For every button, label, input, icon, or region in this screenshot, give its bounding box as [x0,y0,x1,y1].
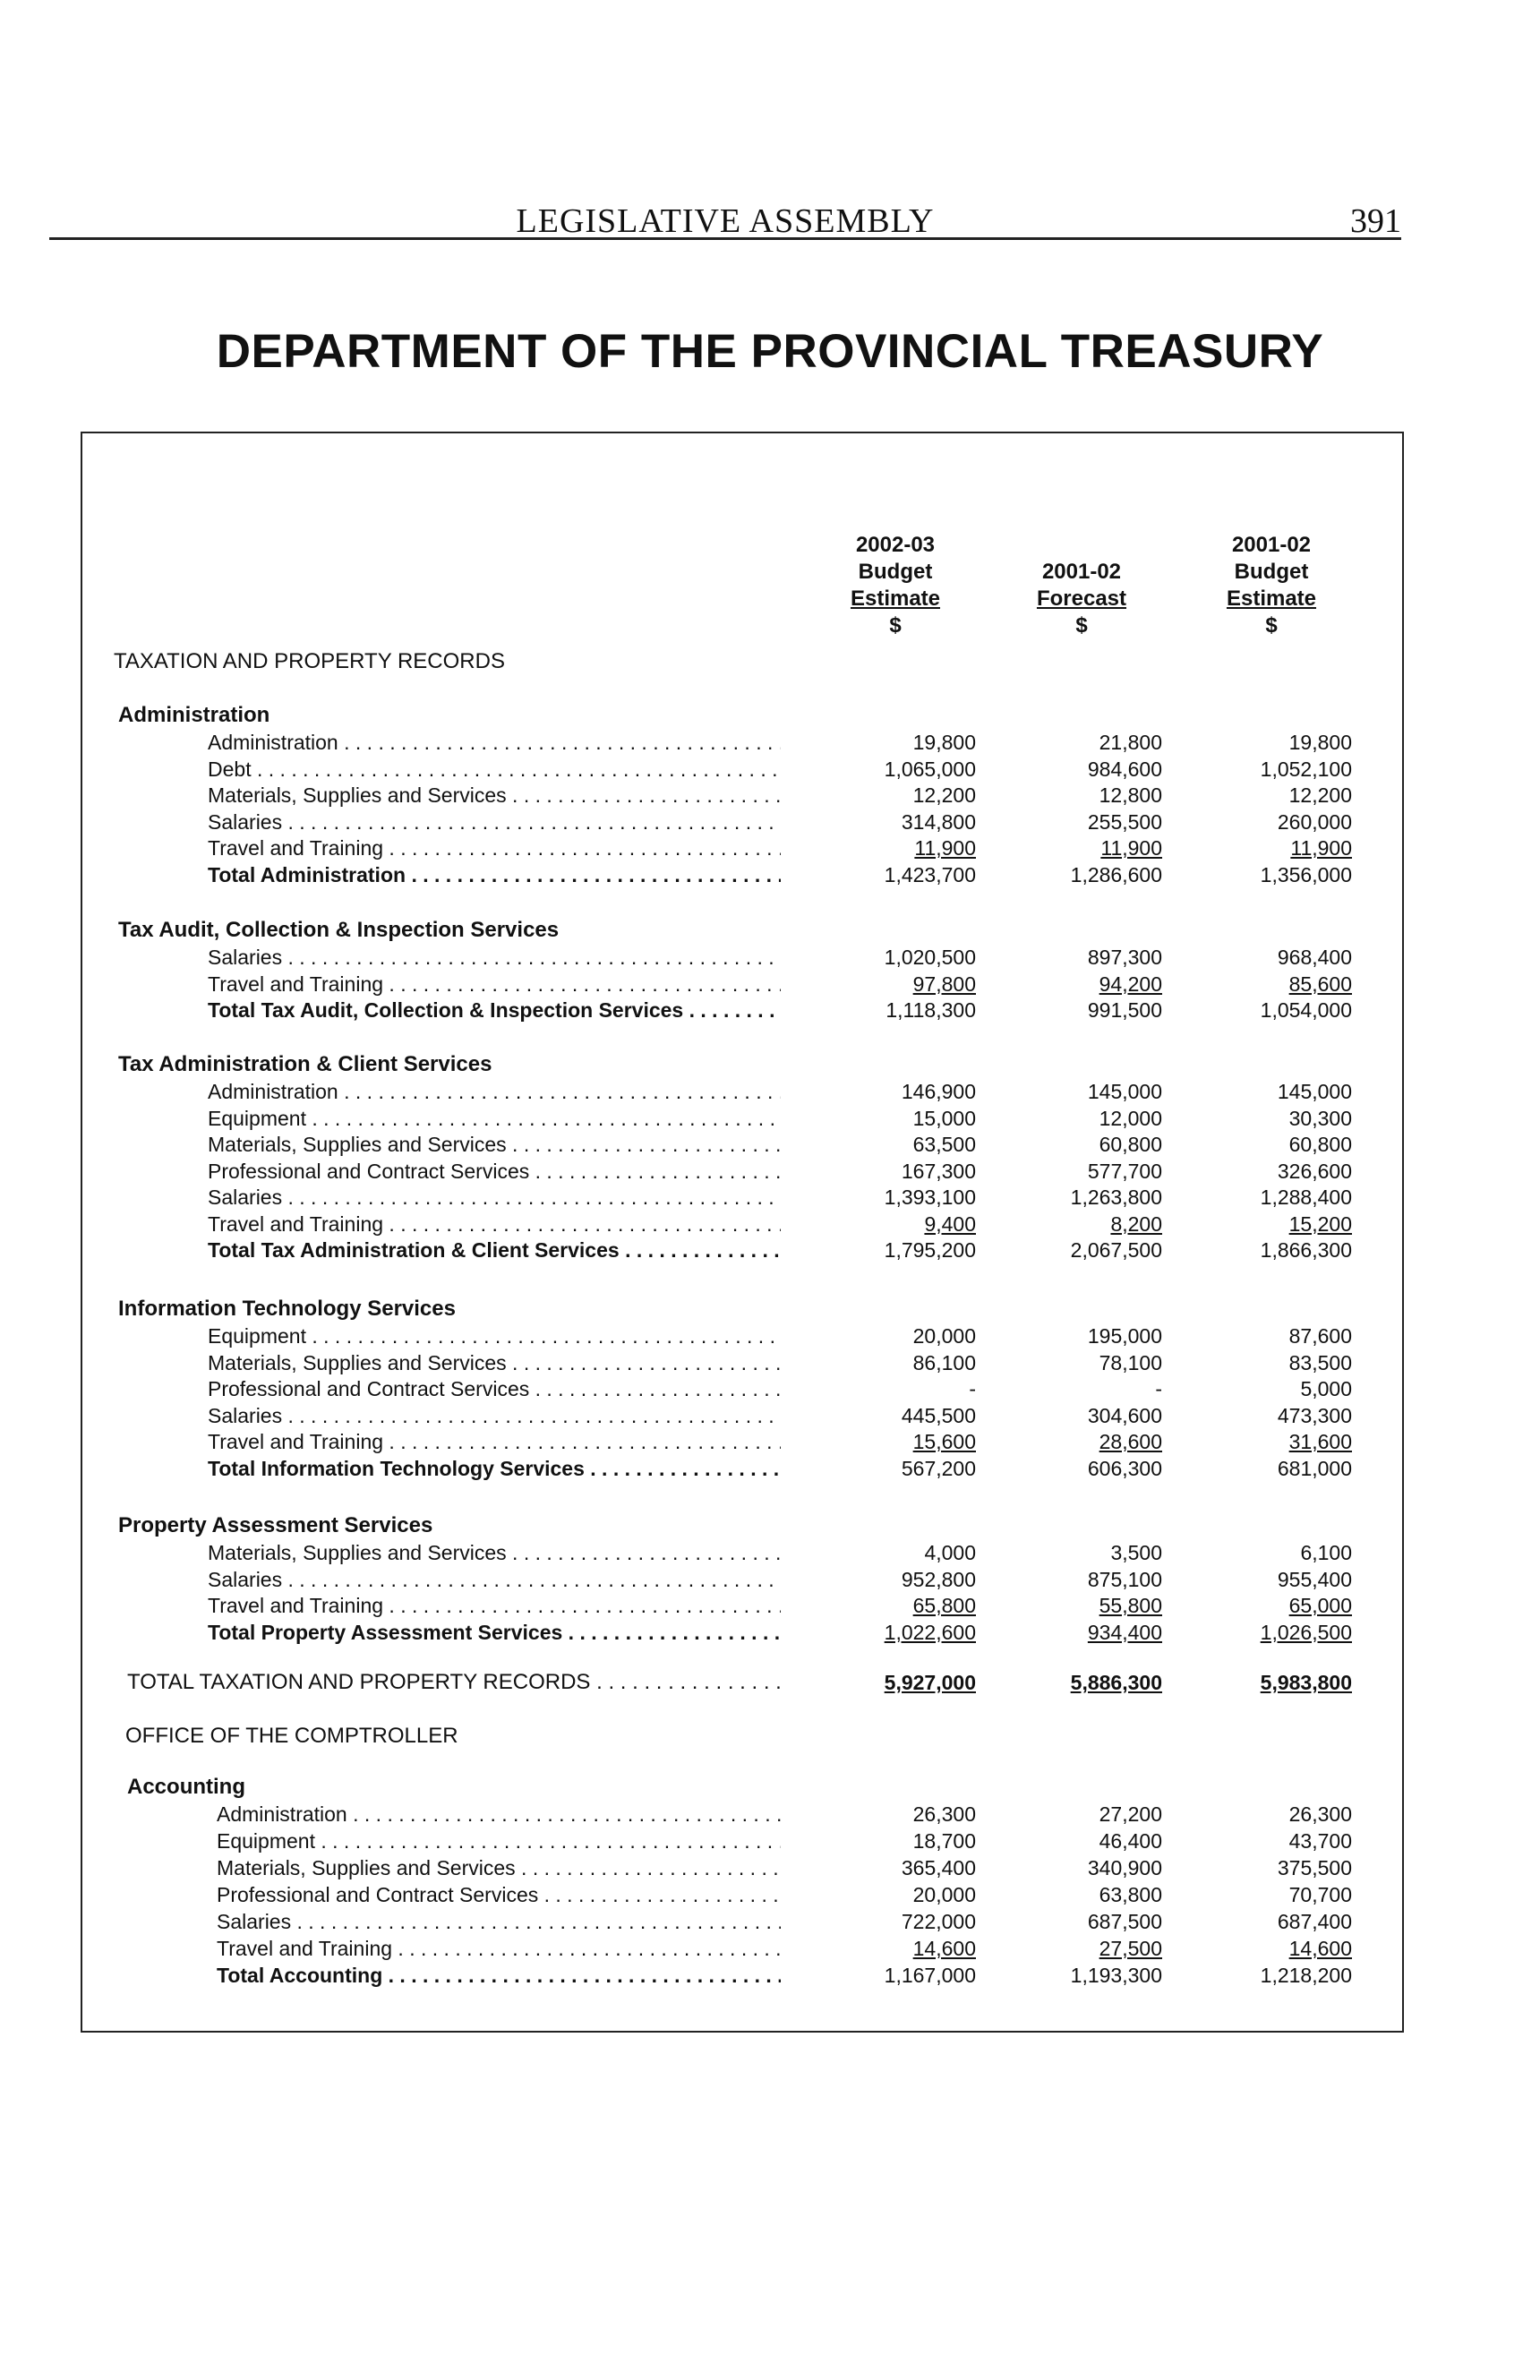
amount-cell: 20,000 [912,1324,976,1348]
amount-cell: 28,600 [1099,1430,1162,1453]
row-label: Travel and Training . . . [208,971,781,997]
amount-cell: 722,000 [901,1910,976,1933]
grand-total-row [82,1669,1406,1696]
table-row [82,1428,1406,1455]
amount-cell: 60,800 [1099,1133,1162,1156]
row-label: Equipment . . . [208,1105,781,1132]
amount-cell: 27,200 [1099,1802,1162,1826]
amount-cell: 70,700 [1288,1883,1352,1906]
amount-cell: 55,800 [1099,1594,1162,1617]
column-header-unit: $ [1265,613,1278,638]
amount-cell: 3,500 [1110,1541,1162,1564]
table-row [82,1828,1406,1854]
group-administration-title: Administration [118,703,270,727]
amount-cell: 65,000 [1288,1594,1352,1617]
total-row [82,1619,1406,1646]
running-head [49,197,1401,240]
amount-cell: 1,356,000 [1260,862,1352,886]
row-label: Materials, Supplies and Services . . . [208,782,781,809]
amount-cell: 145,000 [1277,1080,1352,1103]
grand-total-label: TOTAL TAXATION AND PROPERTY RECORDS . . . [127,1669,781,1696]
column-header-line: Budget [858,560,933,584]
column-header-line: Forecast [1036,586,1127,611]
amount-cell: 260,000 [1277,809,1352,834]
amount-cell: 12,800 [1099,783,1162,807]
row-label: Equipment . . . [217,1828,781,1854]
amount-cell: 875,100 [1087,1567,1162,1591]
table-row [82,971,1406,997]
column-header-line: 2001-02 [1231,533,1312,557]
table-row [82,944,1406,971]
row-label: Total Property Assessment Services . . . [208,1619,781,1646]
row-label: Salaries . . . [217,1908,781,1935]
table-row [82,1184,1406,1211]
amount-cell: 1,065,000 [884,757,976,781]
amount-cell: 26,300 [912,1802,976,1826]
table-row [82,1539,1406,1566]
table-row [82,1854,1406,1881]
column-header-line: Budget [1234,560,1309,584]
table-row [82,782,1406,809]
row-label: Salaries . . . [208,809,781,835]
row-label: Professional and Contract Services . . . [208,1158,781,1185]
column-header-line: Estimate [1226,586,1317,611]
amount-cell: - [969,1377,976,1400]
amount-cell: 12,200 [1288,783,1352,807]
section-title-comptroller: OFFICE OF THE COMPTROLLER [125,1724,458,1748]
amount-cell: 19,800 [1288,731,1352,754]
total-row [82,1962,1406,1989]
amount-cell: 1,167,000 [884,1964,976,1987]
amount-cell: 1,263,800 [1070,1186,1162,1209]
row-label: Professional and Contract Services . . . [208,1375,781,1402]
row-label: Materials, Supplies and Services . . . [217,1854,781,1881]
row-label: Materials, Supplies and Services . . . [208,1131,781,1158]
amount-cell: 11,900 [1100,836,1162,860]
table-row [82,1131,1406,1158]
row-label: Travel and Training . . . [208,1211,781,1237]
row-label: Materials, Supplies and Services . . . [208,1539,781,1566]
row-label: Travel and Training . . . [208,1592,781,1619]
amount-cell: 18,700 [912,1829,976,1853]
amount-cell: 473,300 [1277,1403,1352,1427]
amount-cell: 304,600 [1087,1403,1162,1427]
row-label: Equipment . . . [208,1323,781,1349]
amount-cell: 952,800 [901,1567,976,1591]
total-row [82,861,1406,888]
table-row [82,1801,1406,1828]
amount-cell: 63,500 [912,1133,976,1156]
amount-cell: 1,020,500 [884,946,976,969]
amount-cell: 145,000 [1087,1080,1162,1103]
amount-cell: 15,000 [912,1106,976,1130]
row-label: Total Tax Administration & Client Services . . . [208,1237,781,1263]
row-label: Administration . . . [217,1801,781,1828]
amount-cell: 1,118,300 [886,998,976,1022]
table-row [82,1105,1406,1132]
amount-cell: 94,200 [1099,972,1162,996]
column-header-budget-2002-03 [797,532,994,639]
amount-cell: 65,800 [912,1594,976,1617]
amount-cell: - [1155,1377,1162,1400]
row-label: Total Accounting . . . [217,1962,781,1989]
amount-cell: 955,400 [1277,1567,1352,1591]
table-row [82,835,1406,861]
total-row [82,1237,1406,1263]
amount-cell: 86,100 [912,1350,976,1374]
column-header-line [983,532,1180,559]
row-label: Travel and Training . . . [208,835,781,861]
budget-table [81,432,1404,2033]
amount-cell: 11,900 [1290,836,1352,860]
amount-cell: 1,218,200 [1260,1964,1352,1987]
amount-cell: 4,000 [924,1541,976,1564]
running-title: LEGISLATIVE ASSEMBLY [516,202,935,240]
amount-cell: 20,000 [912,1883,976,1906]
amount-cell: 445,500 [901,1403,976,1427]
table-row [82,1566,1406,1593]
amount-cell: 14,600 [912,1937,976,1960]
amount-cell: 1,866,300 [1260,1238,1352,1262]
row-label: Administration . . . [208,729,781,756]
amount-cell: 43,700 [1288,1829,1352,1853]
amount-cell: 577,700 [1087,1159,1162,1183]
amount-cell: 1,795,200 [884,1238,976,1262]
amount-cell: 83,500 [1288,1350,1352,1374]
amount-cell: 30,300 [1288,1106,1352,1130]
department-title: DEPARTMENT OF THE PROVINCIAL TREASURY [216,325,1324,378]
row-label: Travel and Training . . . [208,1428,781,1455]
amount-cell: 687,400 [1277,1910,1352,1933]
row-label: Total Information Technology Services . . . [208,1455,781,1482]
total-row [82,1455,1406,1482]
amount-cell: 984,600 [1087,757,1162,781]
amount-cell: 1,054,000 [1260,998,1352,1022]
amount-cell: 27,500 [1099,1937,1162,1960]
amount-cell: 340,900 [1087,1856,1162,1879]
table-row [82,756,1406,783]
row-label: Travel and Training . . . [217,1935,781,1962]
section-title-taxation: TAXATION AND PROPERTY RECORDS [114,649,505,673]
table-row [82,729,1406,756]
amount-cell: 19,800 [912,731,976,754]
amount-cell: 146,900 [901,1080,976,1103]
amount-cell: 1,026,500 [1260,1620,1352,1644]
amount-cell: 1,193,300 [1070,1964,1162,1987]
row-label: Professional and Contract Services . . . [217,1881,781,1908]
column-header-forecast-2001-02 [983,532,1180,639]
amount-cell: 12,200 [912,783,976,807]
amount-cell: 567,200 [901,1456,976,1480]
amount-cell: 46,400 [1099,1829,1162,1853]
amount-cell: 78,100 [1099,1350,1162,1374]
amount-cell: 1,286,600 [1070,862,1162,886]
amount-cell: 1,022,600 [884,1620,976,1644]
amount-cell: 1,052,100 [1260,757,1352,781]
amount-cell: 87,600 [1288,1324,1352,1348]
amount-cell: 5,000 [1300,1377,1352,1400]
row-label: Salaries . . . [208,1566,781,1593]
amount-cell: 85,600 [1288,972,1352,996]
column-header-unit: $ [1075,613,1088,638]
amount-cell: 991,500 [1087,998,1162,1022]
amount-cell: 26,300 [1288,1802,1352,1826]
amount-cell: 97,800 [912,972,976,996]
column-header-line: Estimate [850,586,941,611]
amount-cell: 167,300 [901,1159,976,1183]
table-row [82,1323,1406,1349]
amount-cell: 1,288,400 [1260,1186,1352,1209]
amount-cell: 14,600 [1288,1937,1352,1960]
amount-cell: 11,900 [914,836,976,860]
amount-cell: 314,800 [901,809,976,834]
table-row [82,1592,1406,1619]
table-row [82,1881,1406,1908]
row-label: Materials, Supplies and Services . . . [208,1349,781,1376]
amount-cell: 968,400 [1277,946,1352,969]
amount-cell: 12,000 [1099,1106,1162,1130]
row-label: Total Tax Audit, Collection & Inspection Services . . . [208,997,781,1023]
amount-cell: 255,500 [1087,809,1162,834]
amount-cell: 934,400 [1087,1620,1162,1644]
amount-cell: 897,300 [1087,946,1162,969]
amount-cell: 9,400 [924,1211,976,1236]
amount-cell: 15,600 [912,1430,976,1453]
amount-cell: 8,200 [1110,1211,1162,1236]
amount-cell: 606,300 [1087,1456,1162,1480]
group-information-technology-title: Information Technology Services [118,1297,456,1321]
table-row [82,1935,1406,1962]
group-accounting-title: Accounting [127,1775,245,1799]
column-header-line: 2002-03 [855,533,936,557]
group-tax-audit-title: Tax Audit, Collection & Inspection Services [118,918,560,942]
group-tax-administration-title: Tax Administration & Client Services [118,1052,492,1076]
row-label: Salaries . . . [208,1184,781,1211]
amount-cell: 375,500 [1277,1856,1352,1879]
table-row [82,1349,1406,1376]
group-property-assessment-title: Property Assessment Services [118,1513,433,1537]
amount-cell: 5,983,800 [1260,1671,1352,1694]
amount-cell: 1,393,100 [884,1186,976,1209]
amount-cell: 60,800 [1288,1133,1352,1156]
column-header-line: 2001-02 [1041,560,1122,584]
table-row [82,1211,1406,1237]
amount-cell: 195,000 [1087,1324,1162,1348]
amount-cell: 2,067,500 [1070,1238,1162,1262]
page-number: 391 [1350,202,1401,240]
amount-cell: 21,800 [1099,731,1162,754]
table-row [82,1375,1406,1402]
table-row [82,809,1406,835]
row-label: Salaries . . . [208,944,781,971]
amount-cell: 5,927,000 [884,1671,976,1694]
row-label: Administration . . . [208,1078,781,1105]
amount-cell: 681,000 [1277,1456,1352,1480]
amount-cell: 6,100 [1300,1541,1352,1564]
table-row [82,1078,1406,1105]
row-label: Total Administration . . . [208,861,781,888]
row-label: Salaries . . . [208,1402,781,1429]
column-header-unit: $ [889,613,902,638]
amount-cell: 63,800 [1099,1883,1162,1906]
table-row [82,1908,1406,1935]
amount-cell: 31,600 [1288,1430,1352,1453]
total-row [82,997,1406,1023]
row-label: Debt . . . [208,756,781,783]
amount-cell: 5,886,300 [1070,1671,1162,1694]
amount-cell: 365,400 [901,1856,976,1879]
amount-cell: 687,500 [1087,1910,1162,1933]
table-row [82,1158,1406,1185]
column-header-budget-2001-02 [1173,532,1370,639]
table-row [82,1402,1406,1429]
amount-cell: 15,200 [1288,1211,1352,1236]
amount-cell: 326,600 [1277,1159,1352,1183]
amount-cell: 1,423,700 [884,862,976,886]
